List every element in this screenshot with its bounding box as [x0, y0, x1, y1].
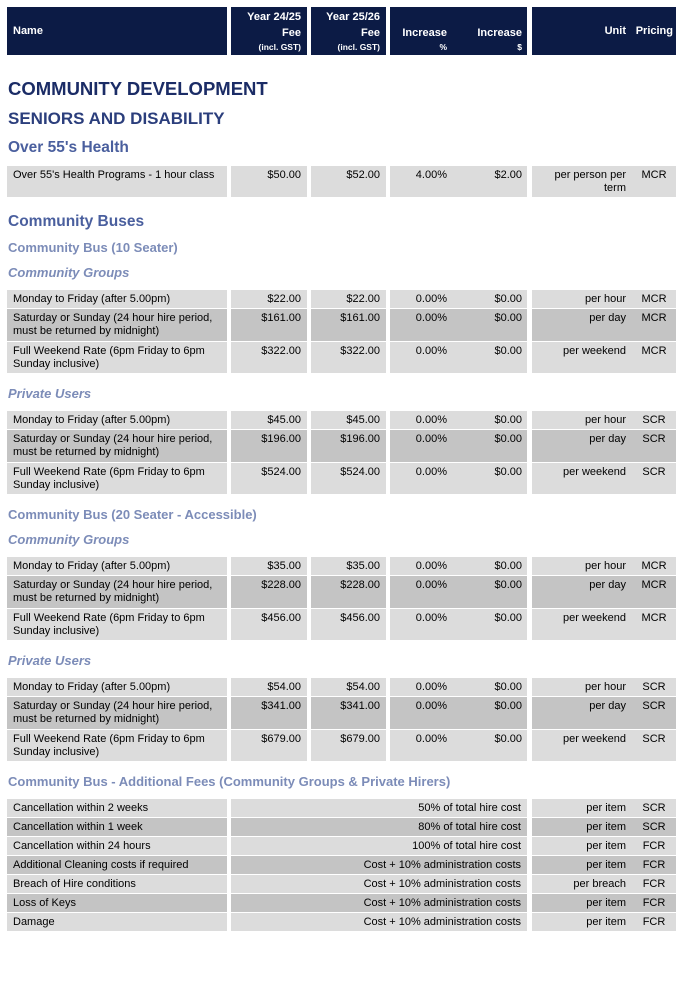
- fee-unit: per item: [532, 856, 632, 874]
- table-row: [0, 697, 682, 729]
- fee-unit: per day: [532, 309, 632, 341]
- fee-unit: per hour: [532, 290, 632, 308]
- table-row: [0, 894, 682, 912]
- bus10-title: Community Bus (10 Seater): [8, 240, 178, 255]
- fee-name: Damage: [7, 913, 227, 931]
- fee-year-2425: $35.00: [231, 557, 307, 575]
- fee-unit: per breach: [532, 875, 632, 893]
- fee-pricing: FCR: [632, 856, 676, 874]
- header-name-label: Name: [13, 25, 43, 37]
- group-title-over55: Over 55's Health: [8, 139, 129, 156]
- increase-percent: 0.00%: [390, 411, 453, 429]
- table-row: [0, 430, 682, 462]
- header-unit-label: Unit: [604, 25, 626, 37]
- fee-year-2425: $524.00: [231, 463, 307, 494]
- group-title-buses: Community Buses: [8, 213, 145, 230]
- increase-dollar: $2.00: [453, 166, 527, 197]
- table-row: [0, 856, 682, 874]
- fee-pricing: FCR: [632, 837, 676, 855]
- fee-name: Breach of Hire conditions: [7, 875, 227, 893]
- table-row: [0, 818, 682, 836]
- table-row: [0, 290, 682, 308]
- fee-year-2425: $196.00: [231, 430, 307, 462]
- fee-pricing: MCR: [632, 166, 676, 197]
- fee-unit: per hour: [532, 557, 632, 575]
- fee-name: Saturday or Sunday (24 hour hire period, must be returned by midnight): [7, 430, 227, 462]
- fee-name: Full Weekend Rate (6pm Friday to 6pm Sunday inclusive): [7, 463, 227, 494]
- header-year1-cell: [231, 7, 307, 55]
- fee-name: Full Weekend Rate (6pm Friday to 6pm Sunday inclusive): [7, 730, 227, 761]
- table-row: [0, 463, 682, 494]
- increase-percent: 0.00%: [390, 290, 453, 308]
- increase-dollar: $0.00: [453, 342, 527, 373]
- fee-pricing: FCR: [632, 913, 676, 931]
- table-row: [0, 678, 682, 696]
- fee-year-2526: $456.00: [311, 609, 386, 640]
- header-year2-gst: (incl. GST): [337, 42, 380, 52]
- section-title: COMMUNITY DEVELOPMENT: [8, 78, 268, 99]
- fee-year-2526: $341.00: [311, 697, 386, 729]
- fee-amount: 80% of total hire cost: [231, 818, 527, 836]
- table-row: [0, 875, 682, 893]
- increase-dollar: $0.00: [453, 411, 527, 429]
- table-row: [0, 309, 682, 341]
- bus20-private-title: Private Users: [8, 653, 92, 668]
- fee-pricing: SCR: [632, 678, 676, 696]
- fee-name: Saturday or Sunday (24 hour hire period, must be returned by midnight): [7, 576, 227, 608]
- header-year1-label: Year 24/25: [247, 11, 301, 23]
- fee-unit: per day: [532, 697, 632, 729]
- fee-pricing: SCR: [632, 411, 676, 429]
- increase-dollar: $0.00: [453, 463, 527, 494]
- header-year1-fee: Fee: [282, 27, 301, 39]
- fee-name: Over 55's Health Programs - 1 hour class: [7, 166, 227, 197]
- increase-dollar: $0.00: [453, 609, 527, 640]
- fee-unit: per item: [532, 913, 632, 931]
- header-name-cell: [7, 7, 227, 55]
- table-row: [0, 411, 682, 429]
- fee-pricing: MCR: [632, 609, 676, 640]
- fee-pricing: MCR: [632, 576, 676, 608]
- fee-pricing: SCR: [632, 463, 676, 494]
- header-year2-cell: [311, 7, 386, 55]
- increase-dollar: $0.00: [453, 290, 527, 308]
- fee-year-2425: $54.00: [231, 678, 307, 696]
- fee-name: Full Weekend Rate (6pm Friday to 6pm Sunday inclusive): [7, 609, 227, 640]
- fee-pricing: MCR: [632, 309, 676, 341]
- fee-amount: Cost + 10% administration costs: [231, 913, 527, 931]
- fee-unit: per hour: [532, 411, 632, 429]
- fee-unit: per weekend: [532, 730, 632, 761]
- table-row: [0, 342, 682, 373]
- fee-amount: Cost + 10% administration costs: [231, 894, 527, 912]
- fee-name: Saturday or Sunday (24 hour hire period, must be returned by midnight): [7, 309, 227, 341]
- increase-dollar: $0.00: [453, 309, 527, 341]
- fee-pricing: SCR: [632, 799, 676, 817]
- header-pricing-label: Pricing: [635, 25, 673, 37]
- fee-year-2425: $45.00: [231, 411, 307, 429]
- fee-year-2425: $161.00: [231, 309, 307, 341]
- fee-year-2526: $22.00: [311, 290, 386, 308]
- header-unit-cell: [532, 7, 676, 55]
- fee-name: Monday to Friday (after 5.00pm): [7, 557, 227, 575]
- fee-pricing: SCR: [632, 430, 676, 462]
- fee-pricing: FCR: [632, 875, 676, 893]
- fee-name: Cancellation within 24 hours: [7, 837, 227, 855]
- increase-percent: 0.00%: [390, 730, 453, 761]
- increase-dollar: $0.00: [453, 697, 527, 729]
- table-row: [0, 913, 682, 931]
- increase-dollar: $0.00: [453, 430, 527, 462]
- fee-pricing: MCR: [632, 342, 676, 373]
- increase-percent: 0.00%: [390, 697, 453, 729]
- subsection-title: SENIORS AND DISABILITY: [8, 109, 225, 128]
- additional-fees-title: Community Bus - Additional Fees (Community Groups & Private Hirers): [8, 774, 451, 789]
- fee-amount: Cost + 10% administration costs: [231, 875, 527, 893]
- fee-year-2526: $196.00: [311, 430, 386, 462]
- header-increase-dol-sub: $: [517, 42, 522, 52]
- fee-name: Cancellation within 1 week: [7, 818, 227, 836]
- fee-unit: per weekend: [532, 463, 632, 494]
- table-row: [0, 609, 682, 640]
- increase-percent: 0.00%: [390, 309, 453, 341]
- fee-year-2526: $524.00: [311, 463, 386, 494]
- header-year2-fee: Fee: [361, 27, 380, 39]
- table-row: [0, 166, 682, 197]
- fee-name: Full Weekend Rate (6pm Friday to 6pm Sunday inclusive): [7, 342, 227, 373]
- increase-dollar: $0.00: [453, 576, 527, 608]
- fee-amount: Cost + 10% administration costs: [231, 856, 527, 874]
- fee-unit: per person per term: [532, 166, 632, 197]
- increase-percent: 0.00%: [390, 576, 453, 608]
- bus10-private-title: Private Users: [8, 386, 92, 401]
- fee-year-2526: $45.00: [311, 411, 386, 429]
- bus20-title: Community Bus (20 Seater - Accessible): [8, 507, 257, 522]
- fee-pricing: SCR: [632, 818, 676, 836]
- fee-year-2425: $22.00: [231, 290, 307, 308]
- fee-name: Monday to Friday (after 5.00pm): [7, 411, 227, 429]
- increase-dollar: $0.00: [453, 730, 527, 761]
- increase-dollar: $0.00: [453, 678, 527, 696]
- table-row: [0, 837, 682, 855]
- fee-pricing: MCR: [632, 290, 676, 308]
- fee-unit: per day: [532, 430, 632, 462]
- fee-amount: 100% of total hire cost: [231, 837, 527, 855]
- increase-percent: 0.00%: [390, 678, 453, 696]
- fee-unit: per item: [532, 799, 632, 817]
- fee-name: Saturday or Sunday (24 hour hire period, must be returned by midnight): [7, 697, 227, 729]
- increase-percent: 4.00%: [390, 166, 453, 197]
- fee-year-2425: $679.00: [231, 730, 307, 761]
- fee-year-2526: $54.00: [311, 678, 386, 696]
- increase-dollar: $0.00: [453, 557, 527, 575]
- increase-percent: 0.00%: [390, 430, 453, 462]
- header-increase-pct-label: Increase: [402, 27, 447, 39]
- fee-year-2425: $456.00: [231, 609, 307, 640]
- fee-year-2526: $52.00: [311, 166, 386, 197]
- table-row: [0, 730, 682, 761]
- fee-pricing: FCR: [632, 894, 676, 912]
- fee-name: Loss of Keys: [7, 894, 227, 912]
- fee-year-2425: $322.00: [231, 342, 307, 373]
- fee-unit: per item: [532, 894, 632, 912]
- table-row: [0, 576, 682, 608]
- increase-percent: 0.00%: [390, 463, 453, 494]
- fee-amount: 50% of total hire cost: [231, 799, 527, 817]
- fee-name: Cancellation within 2 weeks: [7, 799, 227, 817]
- increase-percent: 0.00%: [390, 609, 453, 640]
- fee-unit: per weekend: [532, 609, 632, 640]
- header-increase-cell: [390, 7, 527, 55]
- increase-percent: 0.00%: [390, 342, 453, 373]
- fee-name: Monday to Friday (after 5.00pm): [7, 678, 227, 696]
- fee-unit: per item: [532, 818, 632, 836]
- fee-year-2526: $35.00: [311, 557, 386, 575]
- fee-year-2425: $341.00: [231, 697, 307, 729]
- header-year1-gst: (incl. GST): [258, 42, 301, 52]
- fee-pricing: MCR: [632, 557, 676, 575]
- increase-percent: 0.00%: [390, 557, 453, 575]
- header-increase-pct-sub: %: [439, 42, 447, 52]
- fee-year-2526: $322.00: [311, 342, 386, 373]
- fee-unit: per item: [532, 837, 632, 855]
- header-increase-dol-label: Increase: [477, 27, 522, 39]
- table-row: [0, 799, 682, 817]
- fee-pricing: SCR: [632, 697, 676, 729]
- fee-unit: per day: [532, 576, 632, 608]
- fee-name: Additional Cleaning costs if required: [7, 856, 227, 874]
- fee-unit: per weekend: [532, 342, 632, 373]
- fee-unit: per hour: [532, 678, 632, 696]
- table-row: [0, 557, 682, 575]
- fee-year-2526: $228.00: [311, 576, 386, 608]
- fee-year-2526: $679.00: [311, 730, 386, 761]
- fee-pricing: SCR: [632, 730, 676, 761]
- fee-year-2425: $228.00: [231, 576, 307, 608]
- bus20-groups-title: Community Groups: [8, 532, 130, 547]
- fee-year-2425: $50.00: [231, 166, 307, 197]
- fee-name: Monday to Friday (after 5.00pm): [7, 290, 227, 308]
- fee-year-2526: $161.00: [311, 309, 386, 341]
- header-year2-label: Year 25/26: [326, 11, 380, 23]
- bus10-groups-title: Community Groups: [8, 265, 130, 280]
